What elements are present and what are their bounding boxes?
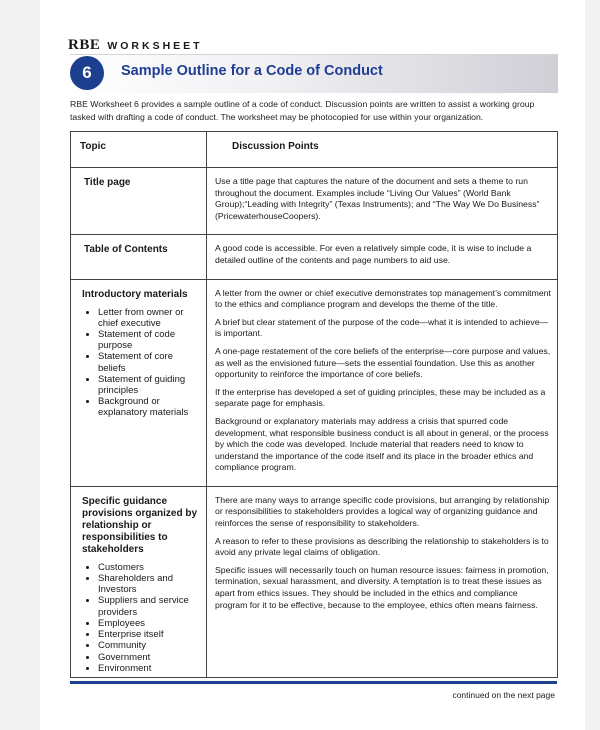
- list-item: • Enterprise itself: [98, 629, 200, 640]
- topic-label: Table of Contents: [84, 244, 168, 256]
- topic-cell: [71, 486, 207, 677]
- list-item: • Environment: [98, 663, 200, 674]
- continued-note: continued on the next page: [452, 690, 555, 700]
- discussion-cell: [207, 235, 558, 279]
- table-row: [71, 486, 558, 677]
- topic-cell: [71, 235, 207, 279]
- topic-cell: [71, 168, 207, 235]
- discussion-point: A good code is accessible. For even a relatively simple code, it is wise to include a detailed outline of the contents and page numbers to aid use.: [215, 243, 532, 265]
- brand-header: [68, 37, 203, 54]
- discussion-cell: [207, 168, 558, 235]
- list-item: • Customers: [98, 562, 200, 573]
- page-title: Sample Outline for a Code of Conduct: [121, 63, 383, 79]
- topic-bullet-list: [82, 307, 200, 419]
- column-header-topic: Topic: [71, 132, 207, 168]
- discussion-cell: [207, 279, 558, 486]
- table-row: [71, 279, 558, 486]
- column-header-discussion: Discussion Points: [207, 132, 558, 168]
- list-item: • Government: [98, 652, 200, 663]
- discussion-point: A letter from the owner or chief executive demonstrates top management’s commitment to the ethics and compliance program and develops the theme of the title.: [215, 287, 551, 310]
- topic-cell: [71, 279, 207, 486]
- discussion-point: If the enterprise has developed a set of guiding principles, these may be included as a separate page for emphasis.: [215, 386, 546, 409]
- discussion-cell: [207, 486, 558, 677]
- topic-label: Title page: [84, 177, 131, 188]
- list-item: • Statement of core beliefs: [98, 351, 200, 373]
- topic-label: Specific guidance provisions organized by relationship or responsibilities to stakeholders: [82, 495, 198, 555]
- list-item: • Employees: [98, 618, 200, 629]
- discussion-point: Use a title page that captures the nature of the document and sets a theme to run throughout the document. Examples include “Living Our Values” (World Bank Group);“Leading with Integrity” (Texas Instruments); and “The Way We Do Business” (PricewaterhouseCoopers).: [215, 176, 540, 221]
- list-item: • Shareholders and Investors: [98, 573, 200, 595]
- discussion-point: There are many ways to arrange specific code provisions, but arranging by relationship or responsibilities to stakeholders provides a logical way of organizing guidance and reinforces the sense of responsibility to stakeholders.: [215, 494, 550, 529]
- brand-suffix: WORKSHEET: [107, 40, 203, 52]
- discussion-point: A reason to refer to these provisions as describing the relationship to stakeholders is to avoid any private legal claims of obligation.: [215, 535, 549, 558]
- topic-label: Introductory materials: [82, 288, 188, 300]
- table-header-row: [71, 132, 558, 168]
- topic-bullet-list: [82, 562, 200, 674]
- discussion-point: Specific issues will necessarily touch on human resource issues: fairness in promotion, termination, sexual harassment, and diversity. A temptation is to treat these issues as apart from ethics issues. They should be included in the ethics and compliance program for it to be effective, because to the employee, ethics often means fairness.: [215, 564, 549, 610]
- list-item: • Community: [98, 640, 200, 651]
- list-item: • Letter from owner or chief executive: [98, 307, 200, 329]
- discussion-point: A one-page restatement of the core beliefs of the enterprise—core purpose and values, as well as the envisioned future—sets the essential foundation. Use this as another opportunity to reinforce the importance of core beliefs.: [215, 345, 551, 380]
- outline-table: [70, 131, 558, 678]
- brand-name: RBE: [68, 37, 101, 53]
- bottom-rule: [70, 681, 557, 684]
- list-item: • Background or explanatory materials: [98, 396, 200, 418]
- table-row: [71, 235, 558, 279]
- intro-paragraph: RBE Worksheet 6 provides a sample outline of a code of conduct. Discussion points are written to assist a working group tasked with drafting a code of conduct. The worksheet may be photocopied for use within your organization.: [70, 99, 535, 122]
- discussion-point: Background or explanatory materials may address a crisis that spurred code development, what responsible business conduct is all about in general, or the process by which the code was developed. Include material that readers need to know to understand the importance of the code itself and its place in the broader ethics and compliance program.: [215, 415, 549, 473]
- list-item: • Statement of guiding principles: [98, 374, 200, 396]
- worksheet-number-badge: 6: [70, 56, 104, 90]
- discussion-point: A brief but clear statement of the purpose of the code—what it is intended to achieve—is important.: [215, 316, 549, 339]
- table-row: [71, 168, 558, 235]
- list-item: • Statement of code purpose: [98, 329, 200, 351]
- list-item: • Suppliers and service providers: [98, 595, 200, 617]
